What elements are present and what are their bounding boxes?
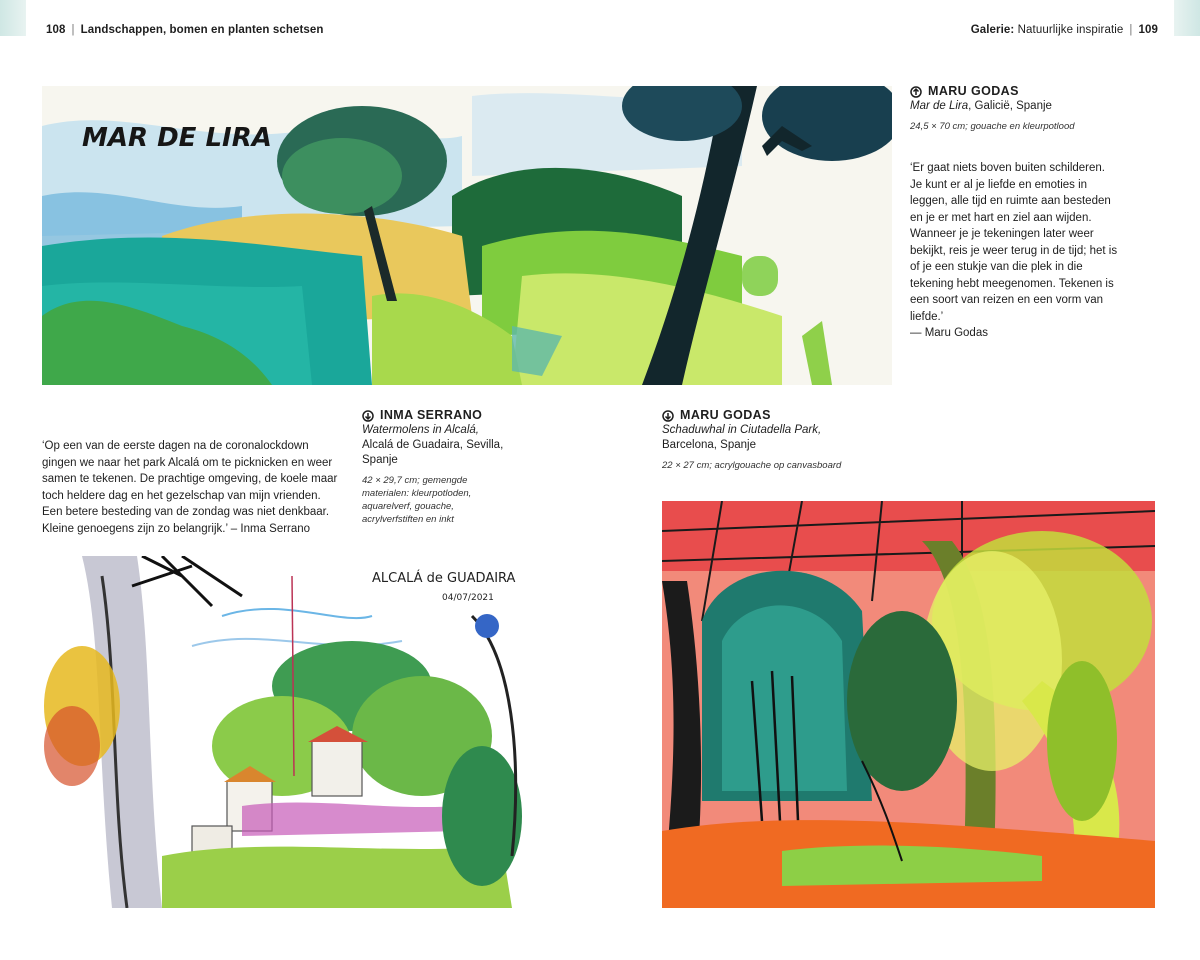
arrow-down-icon (362, 410, 374, 422)
arrow-up-icon (910, 86, 922, 98)
artwork-title-line (910, 99, 1130, 114)
section-title: Natuurlijke inspiratie (1017, 24, 1124, 36)
alcala-handwriting: ALCALÁ de GUADAIRA (372, 571, 516, 586)
page-corner-right (1174, 0, 1200, 36)
artwork-meta: 22 × 27 cm; acrylgouache op canvasboard (662, 460, 842, 471)
artwork-meta: 42 × 29,7 cm; gemengde materialen: kleurpotloden, aquarelverf, gouache, acrylverfstiften en inkt (362, 475, 472, 525)
artist-name: MARU GODAS (662, 408, 842, 423)
running-head-left (46, 24, 323, 36)
header-separator: | (71, 24, 75, 36)
artwork-watermolens-alcala (42, 556, 542, 908)
caption-schaduwhal (662, 408, 842, 472)
artwork-location: , Galicië, Spanje (968, 100, 1052, 112)
page-corner-left (0, 0, 26, 36)
quote-attribution: — Maru Godas (910, 327, 988, 339)
artist-name: INMA SERRANO (362, 408, 510, 423)
artwork-title: Schaduwhal in Ciutadella Park, (662, 424, 822, 436)
quote-maru-godas (910, 160, 1118, 342)
section-label: Galerie: (970, 24, 1015, 36)
artwork-mar-de-lira (42, 86, 892, 385)
caption-inma-serrano (362, 408, 510, 526)
artwork-title: Watermolens in Alcalá, (362, 424, 479, 436)
header-separator: | (1129, 24, 1133, 36)
artwork-location: Alcalá de Guadaira, Sevilla, Spanje (362, 439, 504, 466)
artwork-location: Barcelona, Spanje (662, 439, 756, 451)
caption-mar-de-lira (910, 84, 1130, 133)
quote-text: ‘Op een van de eerste dagen na de coronalockdown gingen we naar het park Alcalá om te picknicken en weer samen te tekenen. De prachtige omgeving, de koele maar toch heldere dag en het gezelschap van mijn vrienden. Een betere besteding van de zondag was niet denkbaar. Kleine genoegens zijn zo belangrijk.’ – Inma Serrano (42, 440, 338, 535)
arrow-down-icon (662, 410, 674, 422)
quote-inma-serrano (42, 438, 342, 537)
artist-name: MARU GODAS (910, 84, 1130, 99)
artwork-meta: 24,5 × 70 cm; gouache en kleurpotlood (910, 121, 1075, 132)
quote-text: ‘Er gaat niets boven buiten schilderen. Je kunt er al je liefde en emoties in leggen, alle tijd en ruimte aan besteden en je er met hart en ziel aan wijden. Wanneer je je tekeningen later weer bekijkt, reis je weer terug in de tijd; het is of je een stukje van die plek in die tekening hebt meegenomen. Tekenen is een soort van reizen en een vorm van liefde.’ (910, 162, 1118, 323)
chapter-title: Landschappen, bomen en planten schetsen (80, 24, 324, 36)
artwork-schaduwhal (662, 501, 1155, 908)
page-number-right: 109 (1138, 24, 1158, 36)
mar-de-lira-handwriting: MAR DE LIRA (82, 123, 272, 153)
running-head-right (971, 24, 1158, 36)
page-number-left: 108 (46, 24, 66, 36)
artwork-title: Mar de Lira (910, 100, 969, 112)
alcala-date: 04/07/2021 (442, 593, 494, 603)
